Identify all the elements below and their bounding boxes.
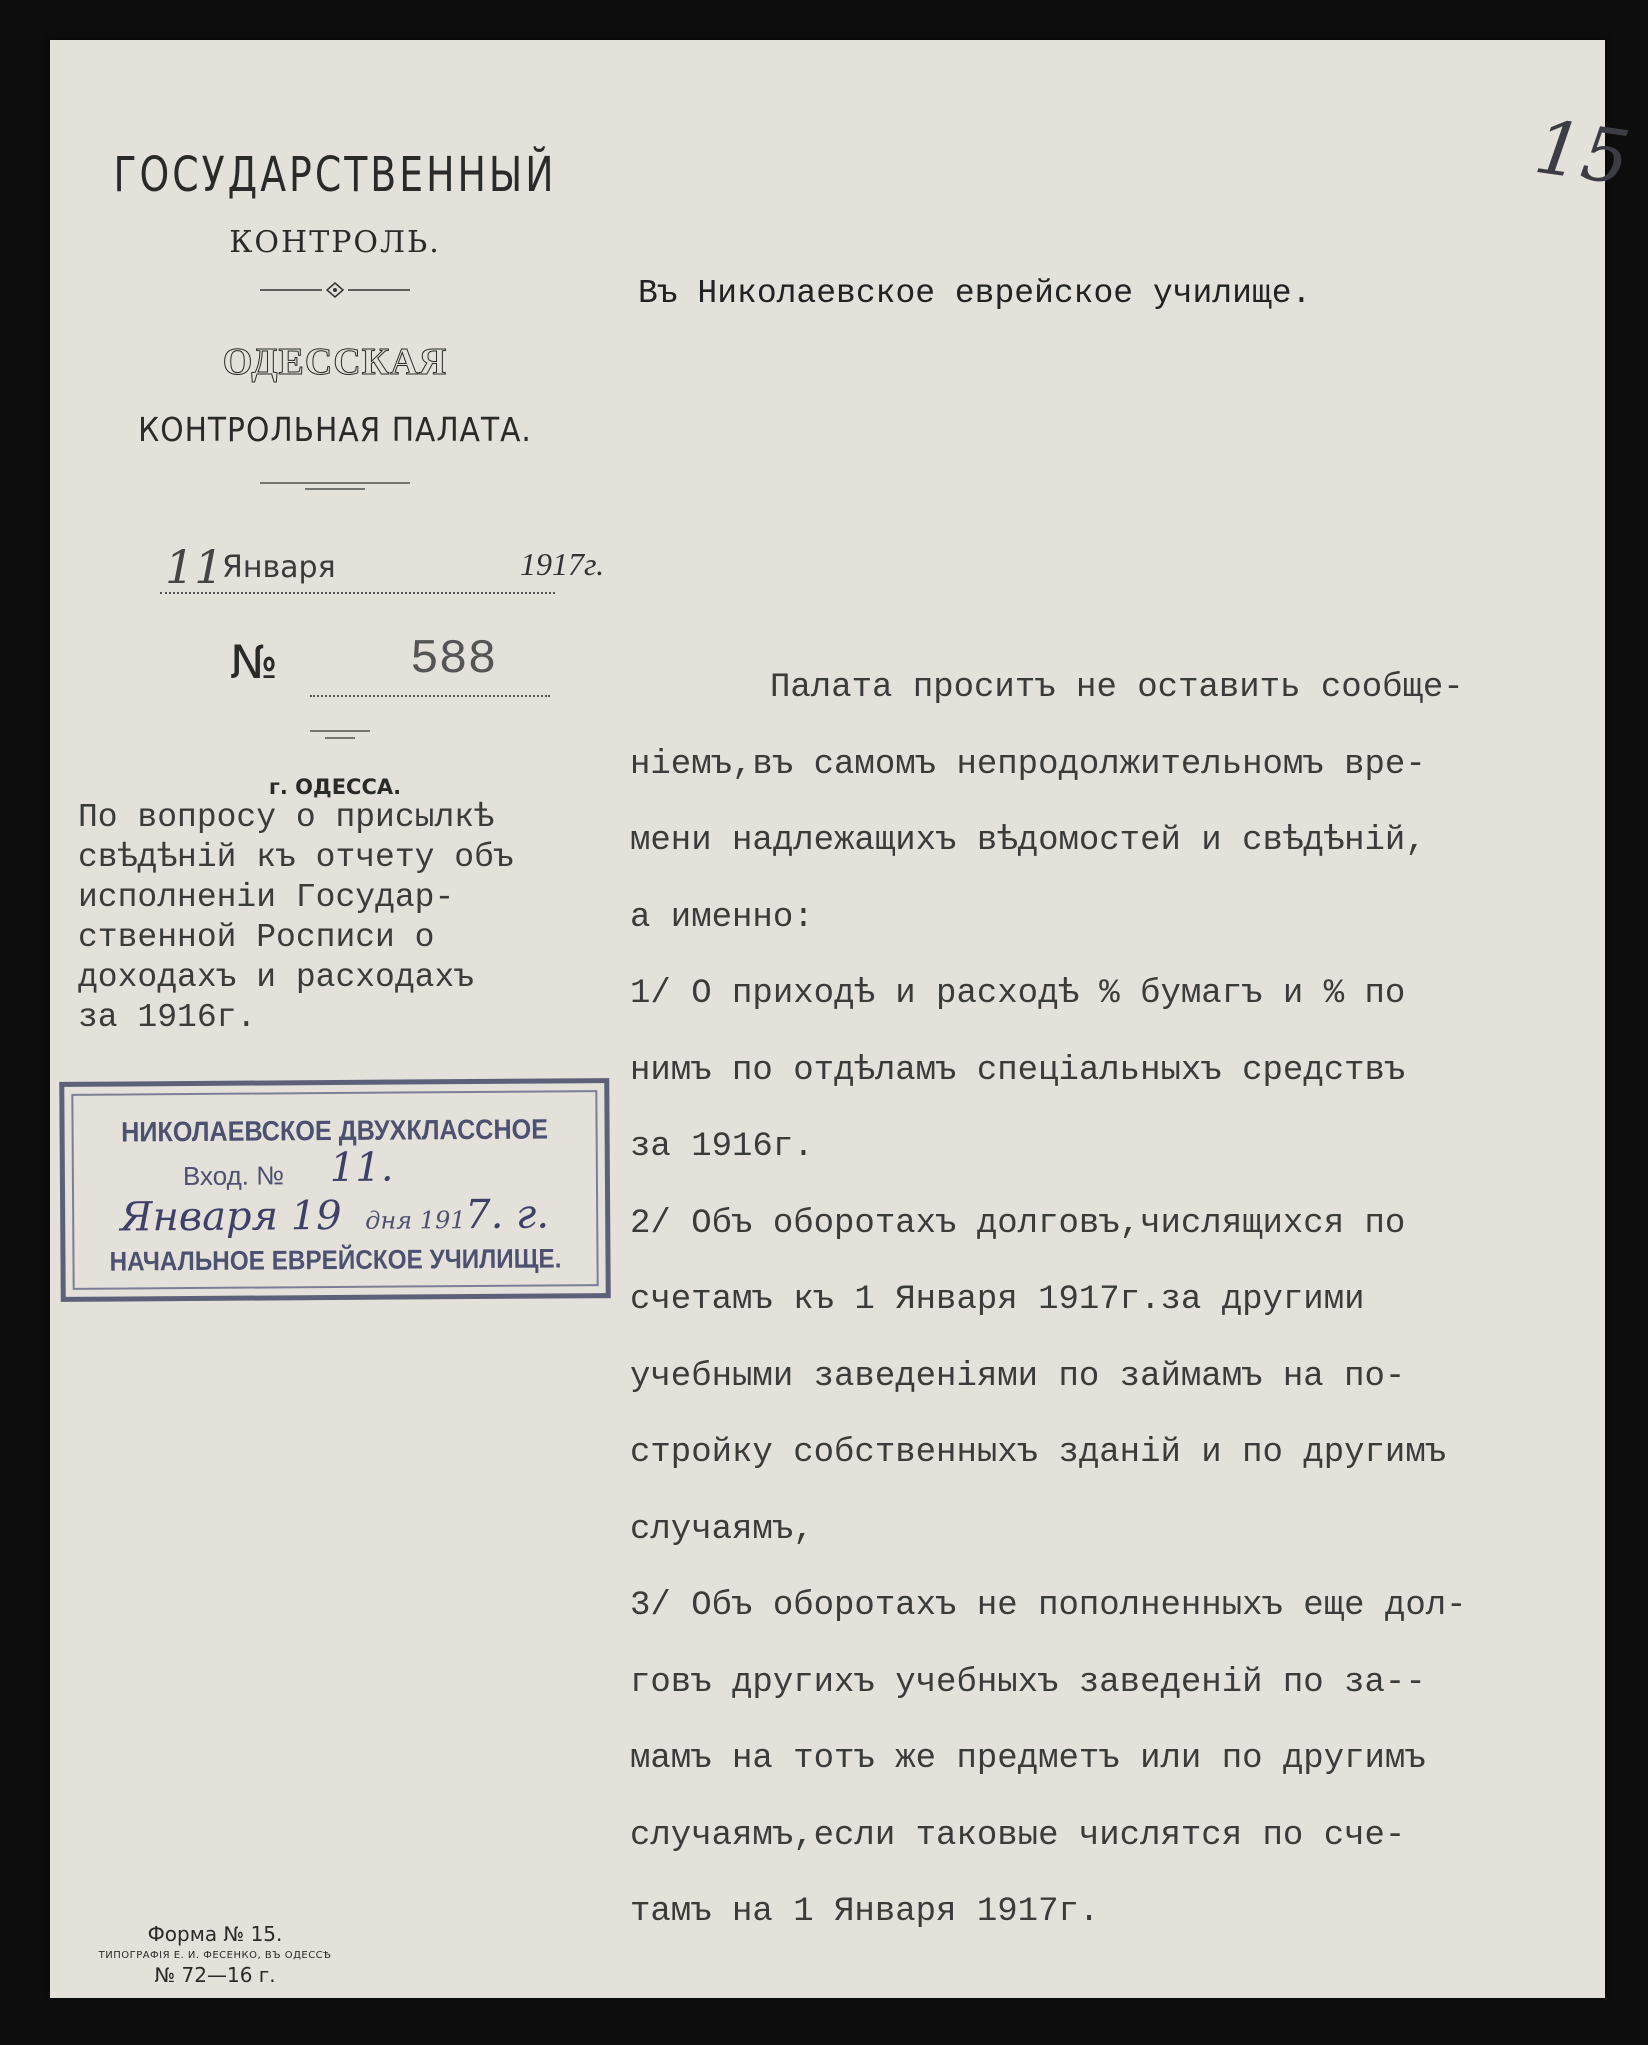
- date-month: Января: [222, 550, 336, 585]
- stamp-day-label: дня 191: [365, 1206, 466, 1235]
- form-number: Форма № 15.: [147, 1922, 283, 1946]
- body-line: стройку собственныхъ зданій и по другимъ: [630, 1434, 1447, 1472]
- city-label: г. ОДЕССА.: [268, 775, 402, 799]
- printer-line: ТИПОГРАФІЯ Е. И. ФЕСЕНКО, ВЪ ОДЕССѢ: [98, 1950, 332, 1961]
- body-line: Палата проситъ не оставить сообще-: [770, 669, 1464, 707]
- header-line-1: ГОСУДАРСТВЕННЫЙ: [113, 146, 557, 203]
- date-day: 11: [165, 540, 224, 594]
- body-line: 3/ Объ оборотахъ не пополненныхъ еще дол-: [630, 1587, 1467, 1625]
- subject-line: за 1916г.: [78, 999, 257, 1036]
- stamp-line-4: НАЧАЛЬНОЕ ЕВРЕЙСКОЕ УЧИЛИЩЕ.: [109, 1243, 562, 1277]
- header-line-3: ОДЕССКАЯ: [222, 341, 448, 383]
- body-line: за 1916г.: [630, 1128, 814, 1166]
- stamp-year: 7. г.: [465, 1191, 550, 1239]
- addressee: Въ Николаевское еврейское училище.: [638, 275, 1312, 312]
- date-year: 1917г.: [520, 546, 605, 582]
- subject-block: [78, 798, 638, 1038]
- subject-line: ственной Росписи о: [78, 919, 435, 956]
- body-line: случаямъ,: [630, 1510, 814, 1549]
- number-sign: №: [230, 635, 278, 689]
- subject-line: исполненіи Государ-: [78, 879, 455, 916]
- short-rule-icon: [310, 728, 370, 742]
- double-rule-icon: [260, 480, 410, 492]
- body-line: мамъ на тотъ же предметъ или по другимъ: [630, 1740, 1426, 1778]
- stamp-line-1: НИКОЛАЕВСКОЕ ДВУХКЛАССНОЕ: [121, 1113, 549, 1148]
- body-line: случаямъ,если таковые числятся по сче-: [630, 1816, 1406, 1855]
- subject-line: свѣдѣній къ отчету объ: [78, 839, 514, 876]
- document-sheet: [50, 40, 1635, 1998]
- letter-body: [630, 650, 1590, 1951]
- body-line: счетамъ къ 1 Января 1917г.за другими: [630, 1281, 1365, 1319]
- form-footer: [50, 1922, 380, 1987]
- stamp-entry-number: 11.: [329, 1144, 394, 1192]
- body-line: ніемъ,въ самомъ непродолжительномъ вре-: [630, 745, 1426, 784]
- date-field: [110, 540, 620, 600]
- number-value: 588: [410, 633, 497, 687]
- body-line: а именно:: [630, 898, 814, 937]
- body-line: 2/ Объ оборотахъ долговъ,числящихся по: [630, 1204, 1406, 1243]
- body-line: учебными заведеніями по займамъ на по-: [630, 1357, 1406, 1396]
- header-line-2: КОНТРОЛЬ.: [229, 225, 441, 260]
- body-line: нимъ по отдѣламъ спеціальныхъ средствъ: [630, 1051, 1406, 1090]
- header-line-4: КОНТРОЛЬНАЯ ПАЛАТА.: [138, 410, 532, 449]
- body-line: 1/ О приходѣ и расходѣ % бумагъ и % по: [630, 975, 1406, 1013]
- ornament-divider-icon: [260, 280, 410, 300]
- date-dotted-line: [160, 592, 555, 594]
- stamp-entry-label: Вход. №: [182, 1160, 285, 1192]
- body-line: тамъ на 1 Января 1917г.: [630, 1893, 1100, 1931]
- body-line: мени надлежащихъ вѣдомостей и свѣдѣній,: [630, 822, 1426, 860]
- incoming-stamp: [59, 1078, 611, 1302]
- subject-line: доходахъ и расходахъ: [78, 959, 475, 996]
- stamp-month: Января 19: [120, 1192, 342, 1241]
- number-field: [230, 635, 550, 705]
- form-print-number: № 72—16 г.: [154, 1963, 276, 1987]
- subject-line: По вопросу о присылкѣ: [78, 799, 494, 836]
- number-dotted-line: [310, 695, 550, 697]
- body-line: говъ другихъ учебныхъ заведеній по за--: [630, 1663, 1426, 1702]
- page-number: 15: [1529, 103, 1635, 203]
